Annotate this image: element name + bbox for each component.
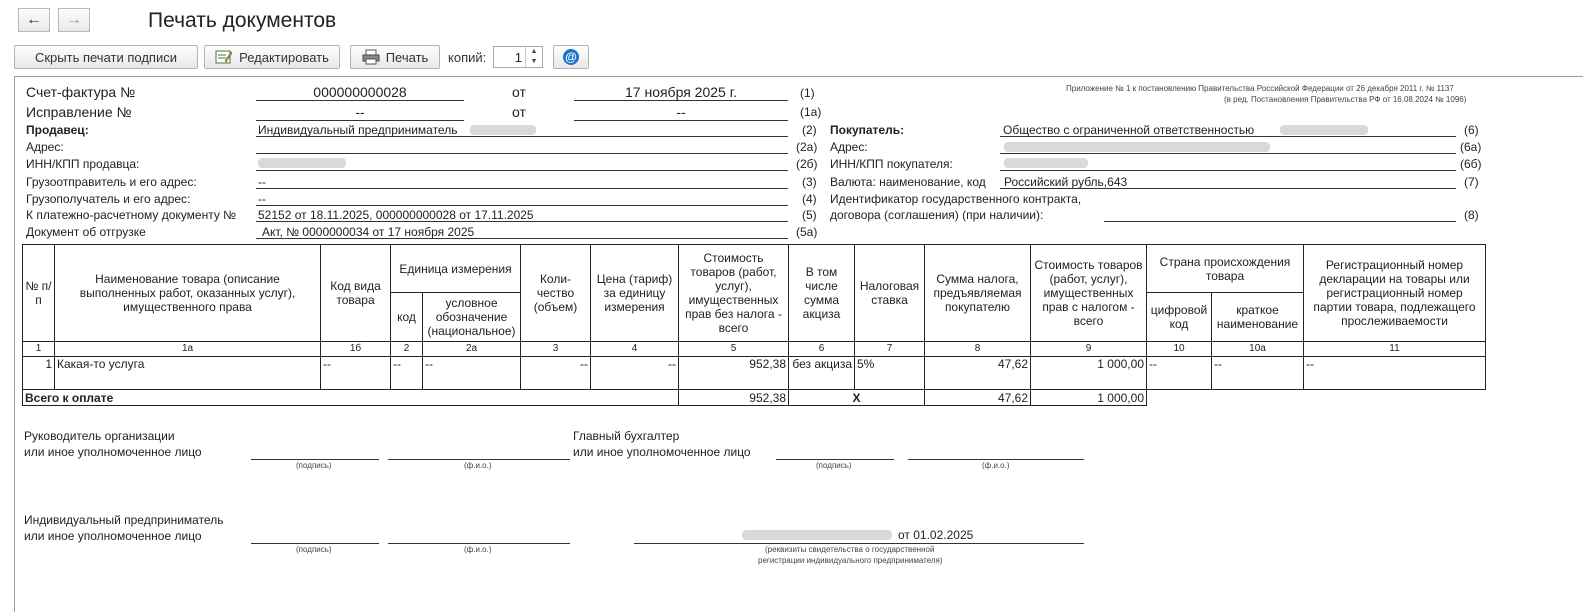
payment-doc-value: 52152 от 18.11.2025, 000000000028 от 17.11.2025 xyxy=(258,208,534,222)
copies-stepper[interactable]: ▲ ▼ xyxy=(525,47,542,67)
email-button[interactable] xyxy=(553,45,589,69)
arrow-left-icon: ← xyxy=(26,11,42,28)
invoice-label: Счет-фактура № xyxy=(26,84,136,100)
correction-label: Исправление № xyxy=(26,104,132,120)
arrow-right-icon: → xyxy=(66,11,82,28)
total-row: Всего к оплате 952,38 X 47,62 1 000,00 xyxy=(23,390,1486,406)
email-icon: @ xyxy=(563,49,579,65)
copies-input[interactable]: 1 ▲ ▼ xyxy=(493,46,543,68)
column-numbers-row: 1 1а 1б 2 2а 3 4 5 6 7 8 9 10 10а 11 xyxy=(23,342,1486,357)
page-title: Печать документов xyxy=(148,9,337,32)
seller-value: Индивидуальный предприниматель xyxy=(258,123,458,137)
currency-value: Российский рубль,643 xyxy=(1004,175,1128,189)
ip-certificate-date: от 01.02.2025 xyxy=(898,528,974,542)
copies-label: копий: xyxy=(448,50,487,65)
shipment-doc-value: Акт, № 0000000034 от 17 ноября 2025 xyxy=(262,225,475,239)
print-button[interactable]: Печать xyxy=(350,45,440,69)
invoice-table: № п/п Наименование товара (описание выполненных работ, оказанных услуг), имущественного права Код вида товара Единица измерения Коли-чество (объем) Цена (тариф) за единицу измерения Стоимость товаров (работ, услуг), имущественных прав без налога - всего В том числе сумма акциза Налоговая ставка Сумма налога, предъявляемая покупателю Стоимость товаров (работ, услуг), имущественных прав с налогом - всего Страна происхождения товара Регистрационный номер декларации на товары или регистрационный номер партии товара, подлежащего прослеживаемости код условное обозначение (национальное) цифровой код краткое наименование 1 1а 1б 2 2а 3 4 5 6 7 8 9 10 10а 11 1 Какая-то услуга -- -- -- -- -- 952,38 без акциза 5% 47,62 1 000,00 -- -- -- Всего к оплате 952,38 X 47,62 1 000,00 xyxy=(22,244,1486,406)
invoice-date: 17 ноября 2025 г. xyxy=(625,84,737,100)
printer-icon xyxy=(362,49,380,65)
table-row: 1 Какая-то услуга -- -- -- -- -- 952,38 без акциза 5% 47,62 1 000,00 -- -- -- xyxy=(23,357,1486,390)
buyer-value: Общество с ограниченной ответственностью xyxy=(1003,123,1255,137)
edit-button[interactable]: Редактировать xyxy=(204,45,340,69)
edit-icon xyxy=(215,49,233,65)
forward-button[interactable] xyxy=(58,8,90,32)
hide-signatures-button[interactable]: Скрыть печати подписи xyxy=(14,45,198,69)
back-button[interactable] xyxy=(18,8,50,32)
invoice-number: 000000000028 xyxy=(313,84,407,100)
appendix-note: Приложение № 1 к постановлению Правительства Российской Федерации от 26 декабря 2011 г. № 1137 xyxy=(1066,84,1454,93)
